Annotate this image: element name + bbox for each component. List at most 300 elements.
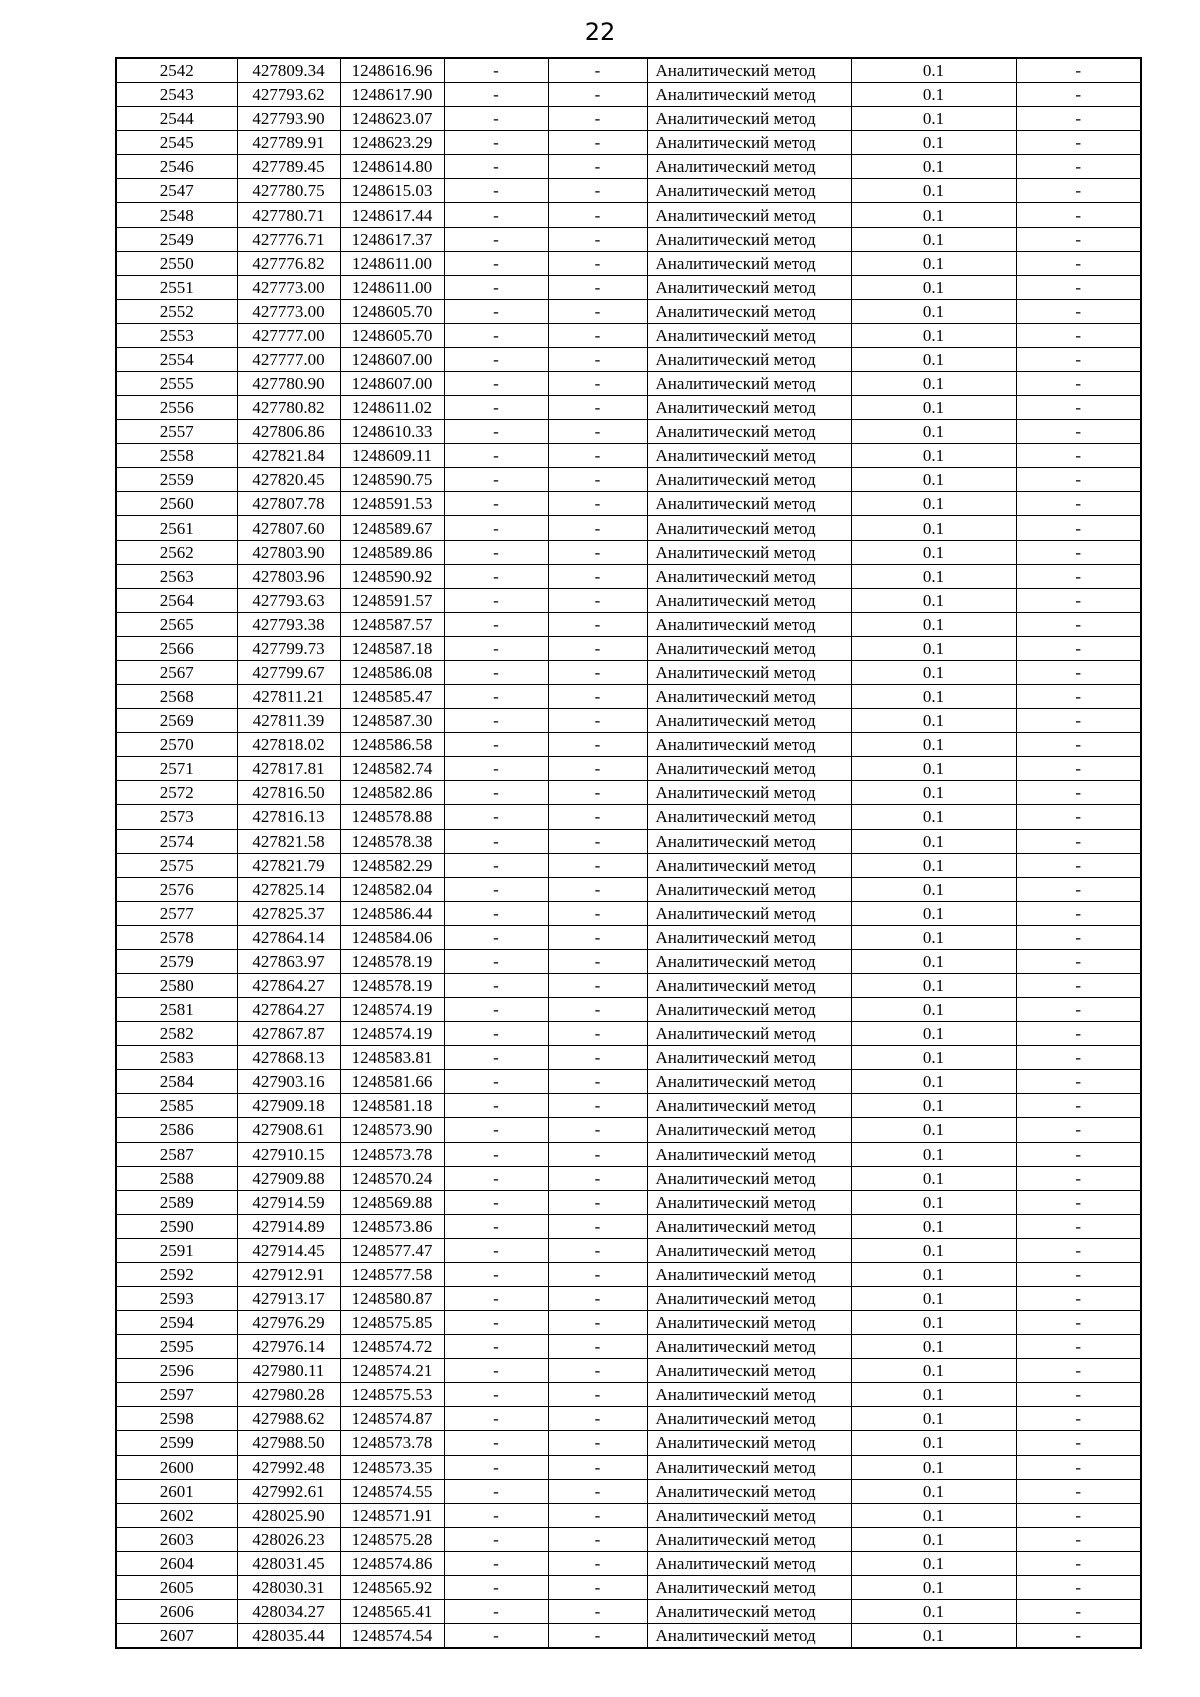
point-number-cell: 2560 [116,492,237,516]
dash-cell: - [548,733,647,757]
point-number-cell: 2581 [116,998,237,1022]
dash-cell: - [1016,564,1141,588]
method-cell: Аналитический метод [647,564,851,588]
dash-cell: - [548,444,647,468]
dash-cell: - [444,1431,548,1455]
table-row [116,949,1141,973]
y-coordinate-cell: 1248587.18 [340,636,444,660]
table-row [116,203,1141,227]
dash-cell: - [444,83,548,107]
y-coordinate-cell: 1248574.21 [340,1359,444,1383]
dash-cell: - [1016,107,1141,131]
accuracy-cell: 0.1 [851,901,1016,925]
dash-cell: - [444,1359,548,1383]
dash-cell: - [1016,1070,1141,1094]
point-number-cell: 2545 [116,131,237,155]
table-row [116,251,1141,275]
dash-cell: - [1016,588,1141,612]
accuracy-cell: 0.1 [851,588,1016,612]
dash-cell: - [444,251,548,275]
dash-cell: - [548,757,647,781]
point-number-cell: 2569 [116,709,237,733]
table-row [116,757,1141,781]
dash-cell: - [1016,1118,1141,1142]
method-cell: Аналитический метод [647,1407,851,1431]
method-cell: Аналитический метод [647,1214,851,1238]
dash-cell: - [1016,925,1141,949]
dash-cell: - [444,420,548,444]
dash-cell: - [444,685,548,709]
dash-cell: - [1016,347,1141,371]
dash-cell: - [444,1142,548,1166]
point-number-cell: 2605 [116,1575,237,1599]
x-coordinate-cell: 427816.13 [237,805,340,829]
accuracy-cell: 0.1 [851,1335,1016,1359]
table-row [116,372,1141,396]
point-number-cell: 2598 [116,1407,237,1431]
y-coordinate-cell: 1248573.86 [340,1214,444,1238]
y-coordinate-cell: 1248589.86 [340,540,444,564]
table-row [116,323,1141,347]
y-coordinate-cell: 1248617.90 [340,83,444,107]
y-coordinate-cell: 1248573.78 [340,1142,444,1166]
point-number-cell: 2583 [116,1046,237,1070]
y-coordinate-cell: 1248623.07 [340,107,444,131]
dash-cell: - [444,1022,548,1046]
x-coordinate-cell: 427912.91 [237,1262,340,1286]
dash-cell: - [548,468,647,492]
accuracy-cell: 0.1 [851,1046,1016,1070]
method-cell: Аналитический метод [647,949,851,973]
dash-cell: - [444,347,548,371]
dash-cell: - [1016,781,1141,805]
method-cell: Аналитический метод [647,323,851,347]
y-coordinate-cell: 1248617.44 [340,203,444,227]
table-row [116,1527,1141,1551]
method-cell: Аналитический метод [647,998,851,1022]
dash-cell: - [1016,636,1141,660]
x-coordinate-cell: 427863.97 [237,949,340,973]
method-cell: Аналитический метод [647,347,851,371]
x-coordinate-cell: 427793.63 [237,588,340,612]
y-coordinate-cell: 1248591.53 [340,492,444,516]
table-row [116,540,1141,564]
dash-cell: - [1016,372,1141,396]
table-row [116,829,1141,853]
dash-cell: - [1016,901,1141,925]
method-cell: Аналитический метод [647,83,851,107]
point-number-cell: 2564 [116,588,237,612]
point-number-cell: 2563 [116,564,237,588]
y-coordinate-cell: 1248611.00 [340,275,444,299]
method-cell: Аналитический метод [647,853,851,877]
dash-cell: - [548,685,647,709]
table-row [116,492,1141,516]
y-coordinate-cell: 1248585.47 [340,685,444,709]
dash-cell: - [444,396,548,420]
dash-cell: - [1016,1311,1141,1335]
method-cell: Аналитический метод [647,805,851,829]
x-coordinate-cell: 427799.73 [237,636,340,660]
y-coordinate-cell: 1248617.37 [340,227,444,251]
dash-cell: - [548,58,647,83]
dash-cell: - [548,1575,647,1599]
table-row [116,1286,1141,1310]
dash-cell: - [1016,1527,1141,1551]
table-row [116,1551,1141,1575]
table-row [116,901,1141,925]
accuracy-cell: 0.1 [851,636,1016,660]
dash-cell: - [548,1022,647,1046]
method-cell: Аналитический метод [647,1600,851,1624]
dash-cell: - [444,1479,548,1503]
table-row [116,275,1141,299]
point-number-cell: 2554 [116,347,237,371]
y-coordinate-cell: 1248582.04 [340,877,444,901]
dash-cell: - [1016,492,1141,516]
dash-cell: - [444,901,548,925]
x-coordinate-cell: 428025.90 [237,1503,340,1527]
dash-cell: - [444,709,548,733]
method-cell: Аналитический метод [647,1190,851,1214]
y-coordinate-cell: 1248581.66 [340,1070,444,1094]
x-coordinate-cell: 427773.00 [237,299,340,323]
method-cell: Аналитический метод [647,58,851,83]
dash-cell: - [444,1335,548,1359]
table-row [116,1624,1141,1649]
dash-cell: - [444,829,548,853]
table-row [116,1190,1141,1214]
dash-cell: - [1016,973,1141,997]
table-row [116,1383,1141,1407]
y-coordinate-cell: 1248587.30 [340,709,444,733]
accuracy-cell: 0.1 [851,612,1016,636]
dash-cell: - [1016,420,1141,444]
table-row [116,1094,1141,1118]
dash-cell: - [548,540,647,564]
table-row [116,396,1141,420]
dash-cell: - [548,420,647,444]
accuracy-cell: 0.1 [851,1311,1016,1335]
dash-cell: - [444,203,548,227]
dash-cell: - [444,1262,548,1286]
method-cell: Аналитический метод [647,372,851,396]
table-row [116,1262,1141,1286]
accuracy-cell: 0.1 [851,179,1016,203]
y-coordinate-cell: 1248578.88 [340,805,444,829]
dash-cell: - [444,1407,548,1431]
dash-cell: - [548,1118,647,1142]
method-cell: Аналитический метод [647,781,851,805]
accuracy-cell: 0.1 [851,973,1016,997]
accuracy-cell: 0.1 [851,227,1016,251]
dash-cell: - [1016,1335,1141,1359]
point-number-cell: 2555 [116,372,237,396]
y-coordinate-cell: 1248575.28 [340,1527,444,1551]
accuracy-cell: 0.1 [851,829,1016,853]
dash-cell: - [1016,83,1141,107]
method-cell: Аналитический метод [647,275,851,299]
point-number-cell: 2596 [116,1359,237,1383]
x-coordinate-cell: 427780.90 [237,372,340,396]
dash-cell: - [548,1214,647,1238]
method-cell: Аналитический метод [647,1383,851,1407]
table-row [116,468,1141,492]
table-row [116,709,1141,733]
table-row [116,131,1141,155]
y-coordinate-cell: 1248607.00 [340,347,444,371]
x-coordinate-cell: 427780.75 [237,179,340,203]
method-cell: Аналитический метод [647,251,851,275]
dash-cell: - [548,179,647,203]
dash-cell: - [444,155,548,179]
dash-cell: - [1016,877,1141,901]
x-coordinate-cell: 427803.90 [237,540,340,564]
x-coordinate-cell: 427817.81 [237,757,340,781]
x-coordinate-cell: 427821.79 [237,853,340,877]
dash-cell: - [444,757,548,781]
y-coordinate-cell: 1248590.75 [340,468,444,492]
y-coordinate-cell: 1248573.90 [340,1118,444,1142]
dash-cell: - [548,1551,647,1575]
dash-cell: - [1016,1142,1141,1166]
dash-cell: - [444,1166,548,1190]
x-coordinate-cell: 427988.50 [237,1431,340,1455]
y-coordinate-cell: 1248574.87 [340,1407,444,1431]
y-coordinate-cell: 1248610.33 [340,420,444,444]
x-coordinate-cell: 427776.82 [237,251,340,275]
dash-cell: - [1016,660,1141,684]
y-coordinate-cell: 1248574.72 [340,1335,444,1359]
y-coordinate-cell: 1248616.96 [340,58,444,83]
point-number-cell: 2574 [116,829,237,853]
page-number: 22 [584,18,616,46]
y-coordinate-cell: 1248578.19 [340,973,444,997]
y-coordinate-cell: 1248605.70 [340,323,444,347]
dash-cell: - [1016,1046,1141,1070]
dash-cell: - [548,564,647,588]
dash-cell: - [444,1238,548,1262]
method-cell: Аналитический метод [647,155,851,179]
dash-cell: - [1016,685,1141,709]
accuracy-cell: 0.1 [851,1262,1016,1286]
table-row [116,1407,1141,1431]
dash-cell: - [444,131,548,155]
point-number-cell: 2582 [116,1022,237,1046]
point-number-cell: 2548 [116,203,237,227]
point-number-cell: 2543 [116,83,237,107]
x-coordinate-cell: 427909.88 [237,1166,340,1190]
point-number-cell: 2585 [116,1094,237,1118]
y-coordinate-cell: 1248582.86 [340,781,444,805]
dash-cell: - [548,1262,647,1286]
point-number-cell: 2597 [116,1383,237,1407]
method-cell: Аналитический метод [647,179,851,203]
table-row [116,1431,1141,1455]
dash-cell: - [1016,468,1141,492]
dash-cell: - [548,1431,647,1455]
dash-cell: - [1016,251,1141,275]
y-coordinate-cell: 1248623.29 [340,131,444,155]
accuracy-cell: 0.1 [851,757,1016,781]
dash-cell: - [1016,853,1141,877]
x-coordinate-cell: 427908.61 [237,1118,340,1142]
dash-cell: - [1016,805,1141,829]
y-coordinate-cell: 1248605.70 [340,299,444,323]
dash-cell: - [548,660,647,684]
x-coordinate-cell: 427818.02 [237,733,340,757]
dash-cell: - [444,227,548,251]
accuracy-cell: 0.1 [851,58,1016,83]
y-coordinate-cell: 1248607.00 [340,372,444,396]
method-cell: Аналитический метод [647,612,851,636]
x-coordinate-cell: 427976.14 [237,1335,340,1359]
accuracy-cell: 0.1 [851,1094,1016,1118]
coordinates-table [115,57,1142,1649]
dash-cell: - [1016,733,1141,757]
table-row [116,998,1141,1022]
accuracy-cell: 0.1 [851,1238,1016,1262]
method-cell: Аналитический метод [647,1262,851,1286]
point-number-cell: 2573 [116,805,237,829]
method-cell: Аналитический метод [647,227,851,251]
x-coordinate-cell: 427825.14 [237,877,340,901]
method-cell: Аналитический метод [647,420,851,444]
dash-cell: - [548,925,647,949]
table-row [116,1214,1141,1238]
method-cell: Аналитический метод [647,685,851,709]
dash-cell: - [548,1190,647,1214]
x-coordinate-cell: 427777.00 [237,347,340,371]
method-cell: Аналитический метод [647,588,851,612]
accuracy-cell: 0.1 [851,1359,1016,1383]
point-number-cell: 2589 [116,1190,237,1214]
method-cell: Аналитический метод [647,1335,851,1359]
dash-cell: - [444,516,548,540]
method-cell: Аналитический метод [647,829,851,853]
y-coordinate-cell: 1248589.67 [340,516,444,540]
accuracy-cell: 0.1 [851,492,1016,516]
dash-cell: - [444,1214,548,1238]
accuracy-cell: 0.1 [851,1551,1016,1575]
point-number-cell: 2561 [116,516,237,540]
dash-cell: - [548,396,647,420]
dash-cell: - [1016,516,1141,540]
point-number-cell: 2603 [116,1527,237,1551]
point-number-cell: 2606 [116,1600,237,1624]
accuracy-cell: 0.1 [851,1600,1016,1624]
y-coordinate-cell: 1248578.38 [340,829,444,853]
table-row [116,925,1141,949]
dash-cell: - [1016,1094,1141,1118]
accuracy-cell: 0.1 [851,1431,1016,1455]
x-coordinate-cell: 427864.27 [237,998,340,1022]
accuracy-cell: 0.1 [851,1383,1016,1407]
accuracy-cell: 0.1 [851,372,1016,396]
dash-cell: - [548,1286,647,1310]
dash-cell: - [548,949,647,973]
accuracy-cell: 0.1 [851,1070,1016,1094]
method-cell: Аналитический метод [647,1286,851,1310]
dash-cell: - [548,877,647,901]
point-number-cell: 2559 [116,468,237,492]
point-number-cell: 2577 [116,901,237,925]
accuracy-cell: 0.1 [851,444,1016,468]
x-coordinate-cell: 427980.28 [237,1383,340,1407]
table-row [116,1311,1141,1335]
dash-cell: - [1016,299,1141,323]
dash-cell: - [444,877,548,901]
table-row [116,733,1141,757]
accuracy-cell: 0.1 [851,1118,1016,1142]
x-coordinate-cell: 427773.00 [237,275,340,299]
y-coordinate-cell: 1248586.58 [340,733,444,757]
accuracy-cell: 0.1 [851,1527,1016,1551]
x-coordinate-cell: 427868.13 [237,1046,340,1070]
x-coordinate-cell: 427909.18 [237,1094,340,1118]
accuracy-cell: 0.1 [851,1455,1016,1479]
point-number-cell: 2565 [116,612,237,636]
accuracy-cell: 0.1 [851,323,1016,347]
dash-cell: - [444,1190,548,1214]
dash-cell: - [548,1527,647,1551]
x-coordinate-cell: 427811.39 [237,709,340,733]
dash-cell: - [548,492,647,516]
table-row [116,1479,1141,1503]
dash-cell: - [548,1335,647,1359]
dash-cell: - [548,1503,647,1527]
x-coordinate-cell: 427776.71 [237,227,340,251]
point-number-cell: 2579 [116,949,237,973]
dash-cell: - [1016,612,1141,636]
table-row [116,660,1141,684]
dash-cell: - [444,1624,548,1649]
accuracy-cell: 0.1 [851,396,1016,420]
x-coordinate-cell: 427793.62 [237,83,340,107]
dash-cell: - [1016,1286,1141,1310]
x-coordinate-cell: 427988.62 [237,1407,340,1431]
y-coordinate-cell: 1248611.02 [340,396,444,420]
point-number-cell: 2568 [116,685,237,709]
accuracy-cell: 0.1 [851,1166,1016,1190]
point-number-cell: 2571 [116,757,237,781]
point-number-cell: 2587 [116,1142,237,1166]
x-coordinate-cell: 427789.45 [237,155,340,179]
y-coordinate-cell: 1248574.19 [340,998,444,1022]
y-coordinate-cell: 1248574.19 [340,1022,444,1046]
dash-cell: - [548,1094,647,1118]
y-coordinate-cell: 1248577.58 [340,1262,444,1286]
method-cell: Аналитический метод [647,107,851,131]
dash-cell: - [548,107,647,131]
method-cell: Аналитический метод [647,1527,851,1551]
method-cell: Аналитический метод [647,1575,851,1599]
point-number-cell: 2601 [116,1479,237,1503]
dash-cell: - [548,1142,647,1166]
dash-cell: - [548,372,647,396]
dash-cell: - [548,155,647,179]
accuracy-cell: 0.1 [851,1503,1016,1527]
dash-cell: - [548,227,647,251]
dash-cell: - [444,973,548,997]
table-row [116,299,1141,323]
table-row [116,853,1141,877]
method-cell: Аналитический метод [647,733,851,757]
dash-cell: - [444,107,548,131]
accuracy-cell: 0.1 [851,1190,1016,1214]
method-cell: Аналитический метод [647,516,851,540]
point-number-cell: 2570 [116,733,237,757]
